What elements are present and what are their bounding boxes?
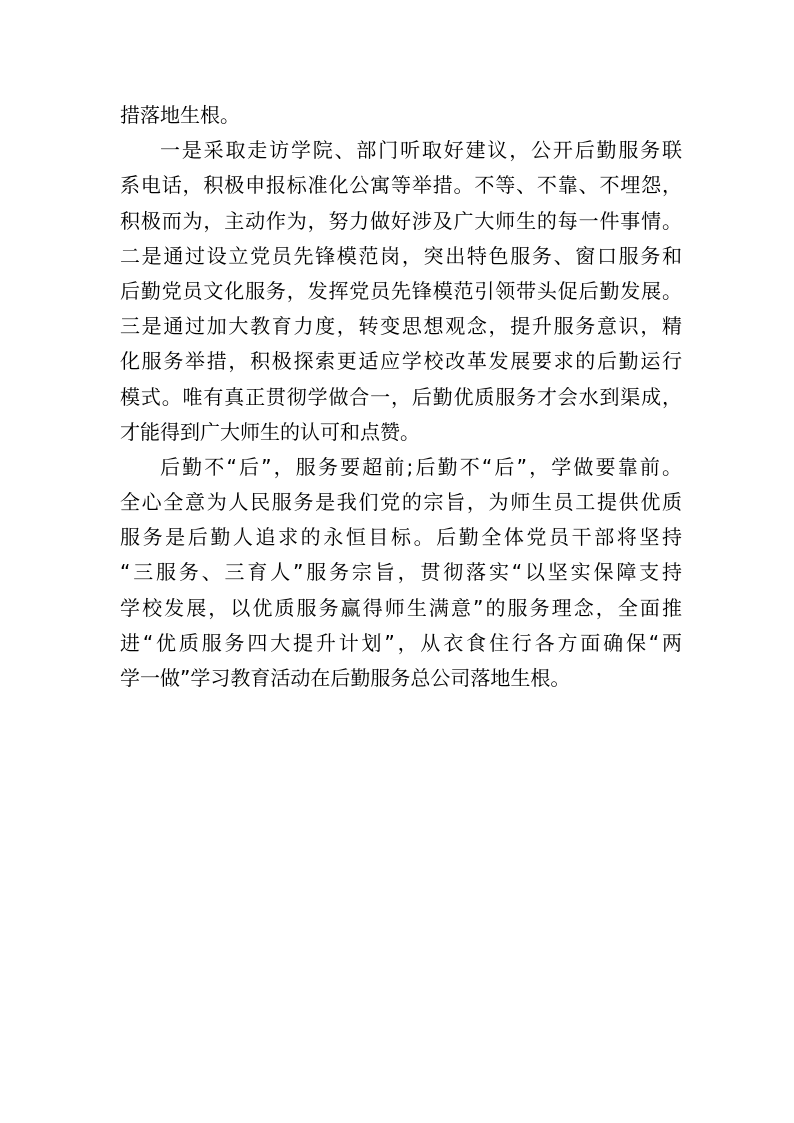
text-line-11: 后勤不“后”，服务要超前;后勤不“后”，学做要靠前。 — [160, 454, 682, 479]
text-line-13: 服务是后勤人追求的永恒目标。后勤全体党员干部将坚持 — [120, 525, 682, 550]
body-text — [120, 98, 682, 696]
text-line-5: 二是通过设立党员先锋模范岗，突出特色服务、窗口服务和 — [120, 243, 682, 268]
text-line-10: 才能得到广大师生的认可和点赞。 — [120, 419, 420, 444]
text-line-9: 模式。唯有真正贯彻学做合一，后勤优质服务才会水到渠成， — [120, 384, 682, 409]
text-line-17: 学一做”学习教育活动在后勤服务总公司落地生根。 — [120, 666, 571, 690]
text-line-6: 后勤党员文化服务，发挥党员先锋模范引领带头促后勤发展。 — [120, 278, 682, 303]
text-line-12: 全心全意为人民服务是我们党的宗旨，为师生员工提供优质 — [120, 490, 682, 515]
text-line-4: 积极而为，主动作为，努力做好涉及广大师生的每一件事情。 — [120, 208, 682, 233]
text-line-2: 一是采取走访学院、部门听取好建议，公开后勤服务联 — [160, 138, 682, 163]
text-line-16: 进“优质服务四大提升计划”，从衣食住行各方面确保“两 — [120, 630, 682, 655]
text-line-7: 三是通过加大教育力度，转变思想观念，提升服务意识，精 — [120, 314, 682, 339]
text-line-15: 学校发展，以优质服务赢得师生满意”的服务理念，全面推 — [120, 595, 682, 620]
text-line-8: 化服务举措，积极探索更适应学校改革发展要求的后勤运行 — [120, 349, 682, 374]
text-line-3: 系电话，积极申报标准化公寓等举措。不等、不靠、不埋怨， — [120, 173, 682, 198]
text-line-14: “三服务、三育人”服务宗旨，贯彻落实“以坚实保障支持 — [120, 560, 682, 585]
text-line-1: 措落地生根。 — [120, 103, 240, 127]
